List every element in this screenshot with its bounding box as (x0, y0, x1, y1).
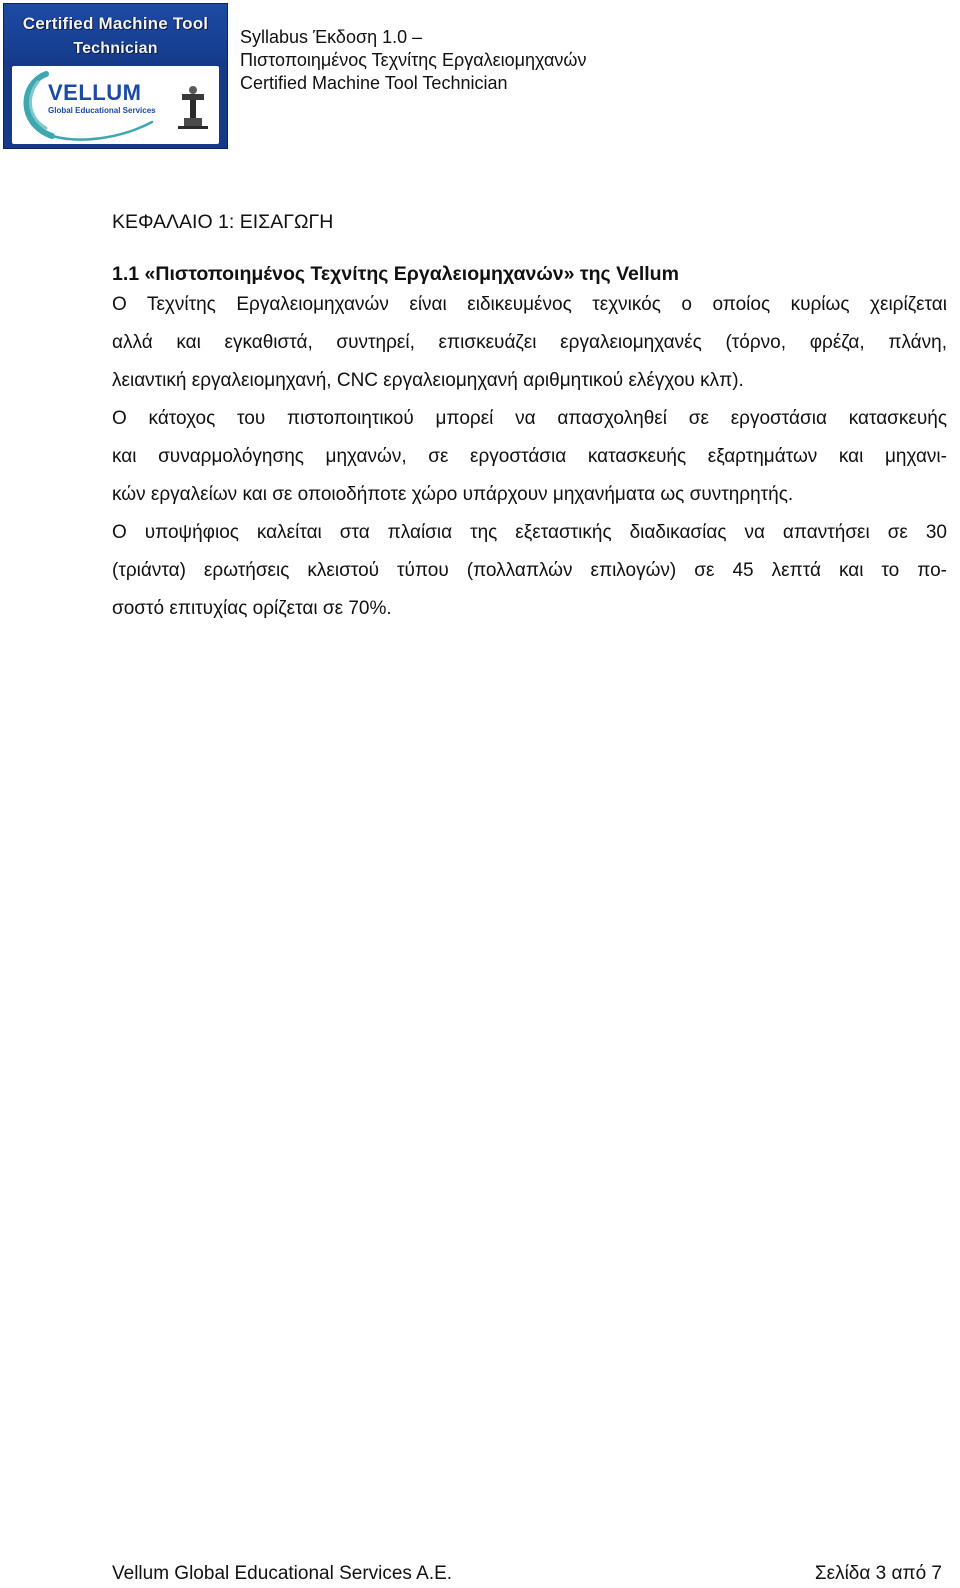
paragraph-line: Ο Τεχνίτης Εργαλειομηχανών είναι ειδικευμένος τεχνικός ο οποίος κυρίως χειρίζεται (112, 294, 947, 315)
paragraph-exam (112, 514, 947, 628)
logo-banner (4, 4, 227, 62)
document-body (112, 208, 947, 628)
paragraph-line: Ο υποψήφιος καλείται στα πλαίσια της εξεταστικής διαδικασίας να απαντήσει σε 30 (112, 522, 947, 543)
header-title-line-1: Syllabus Έκδοση 1.0 – (240, 27, 423, 47)
paragraph-employment (112, 400, 947, 514)
paragraph-intro (112, 286, 947, 400)
header-title-line-2: Πιστοποιημένος Τεχνίτης Εργαλειομηχανών (240, 50, 587, 70)
paragraph-line: και συναρμολόγησης μηχανών, σε εργοστάσια κατασκευής εξαρτημάτων και μηχανι- (112, 446, 947, 467)
paragraph-line: λειαντική εργαλειομηχανή, CNC εργαλειομηχανή αριθμητικού ελέγχου κλπ). (112, 370, 744, 391)
chapter-heading: ΚΕΦΑΛΑΙΟ 1: ΕΙΣΑΓΩΓΗ (112, 211, 334, 233)
logo-line-2: Technician (73, 40, 158, 57)
logo-brand: VELLUM (48, 80, 142, 105)
logo-brand-sub: Global Educational Services (48, 106, 156, 115)
header-title-line-3: Certified Machine Tool Technician (240, 73, 508, 93)
section-heading: 1.1 «Πιστοποιημένος Τεχνίτης Εργαλειομηχανών» της Vellum (112, 263, 679, 285)
paragraph-line: αλλά και εγκαθιστά, συντηρεί, επισκευάζει εργαλειομηχανές (τόρνο, φρέζα, πλάνη, (112, 332, 947, 353)
paragraph-line: Ο κάτοχος του πιστοποιητικού μπορεί να απασχοληθεί σε εργοστάσια κατασκευής (112, 408, 947, 429)
page-number: Σελίδα 3 από 7 (814, 1563, 942, 1584)
paragraph-line: κών εργαλείων και σε οποιοδήποτε χώρο υπάρχουν μηχανήματα ως συντηρητής. (112, 484, 794, 505)
footer-company: Vellum Global Educational Services A.E. (112, 1563, 453, 1584)
logo-panel (12, 66, 219, 144)
logo-line-1: Certified Machine Tool (22, 14, 209, 33)
document-header (240, 26, 586, 95)
paragraph-line: σοστό επιτυχίας ορίζεται σε 70%. (112, 598, 392, 619)
vellum-logo (3, 3, 228, 149)
paragraph-line: (τριάντα) ερωτήσεις κλειστού τύπου (πολλαπλών επιλογών) σε 45 λεπτά και το πο- (112, 560, 947, 581)
